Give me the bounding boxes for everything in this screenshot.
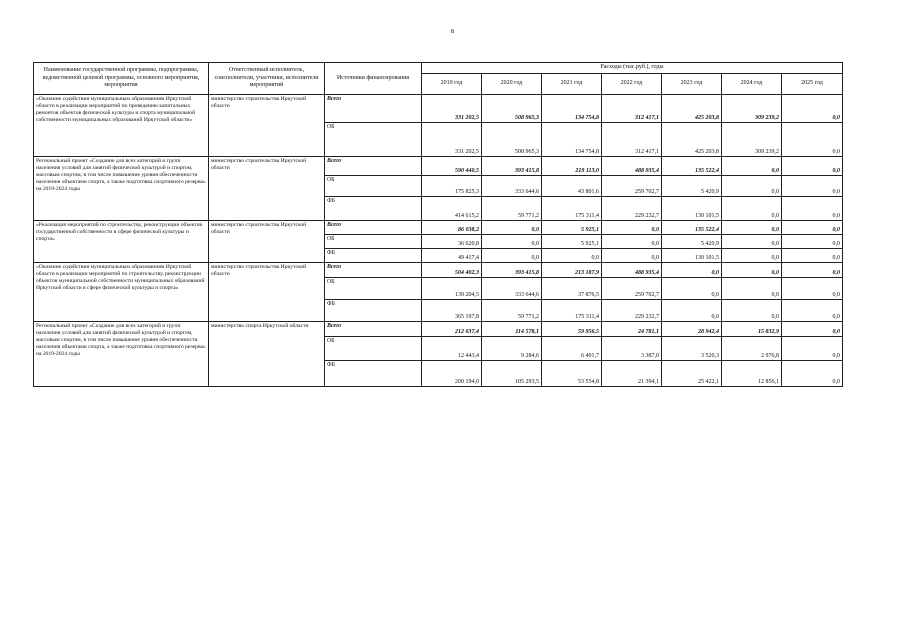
expense-value-cell: 43 801,6	[542, 176, 602, 197]
expense-value-cell: 259 702,7	[602, 278, 662, 300]
expense-value-cell: 9 284,6	[482, 337, 542, 361]
table-row	[34, 263, 843, 278]
table-row	[34, 157, 843, 176]
expense-value-cell: 0,0	[782, 249, 843, 263]
expense-value-cell: 425 203,8	[662, 95, 722, 123]
expense-value-cell: 0,0	[782, 278, 843, 300]
expense-value-cell: 333 644,6	[482, 176, 542, 197]
expense-value-cell: 0,0	[782, 337, 843, 361]
expense-value-cell: 0,0	[782, 322, 843, 337]
program-name-cell: Региональный проект «Создание для всех категорий и групп населения условий для занятий физической культурой и спортом, массовым спортом, в том числе повышение уровня обеспеченности населения объектами спорта, а также подготовка спортивного резерва» на 2019-2024 годы	[34, 157, 209, 221]
expense-value-cell: 5 925,1	[542, 235, 602, 249]
expense-value-cell: 309 239,2	[722, 95, 782, 123]
expense-value-cell: 0,0	[782, 361, 843, 387]
expense-value-cell: 0,0	[722, 157, 782, 176]
header-sources: Источники финансирования	[325, 63, 422, 95]
expense-value-cell: 6 401,7	[542, 337, 602, 361]
expense-value-cell: 331 202,5	[422, 123, 482, 157]
expense-value-cell: 175 311,4	[542, 197, 602, 221]
expense-value-cell: 229 232,7	[602, 197, 662, 221]
table-body	[34, 95, 843, 387]
expense-value-cell: 0,0	[722, 221, 782, 235]
expense-value-cell: 488 935,4	[602, 157, 662, 176]
funding-source-cell: Всего	[325, 221, 422, 235]
header-year: 2025 год	[782, 74, 843, 95]
expense-value-cell: 130 101,5	[662, 249, 722, 263]
expense-value-cell: 36 620,8	[422, 235, 482, 249]
expense-value-cell: 3 387,0	[602, 337, 662, 361]
expense-value-cell: 0,0	[722, 235, 782, 249]
funding-source-cell: ОБ	[325, 278, 422, 300]
expense-value-cell: 312 417,1	[602, 123, 662, 157]
program-name-cell: Региональный проект «Создание для всех категорий и групп населения условий для занятий физической культурой и спортом, массовым спортом, в том числе повышение уровня обеспеченности населения объектами спорта, а также подготовка спортивного резерва» на 2019-2024 годы	[34, 322, 209, 387]
expense-value-cell: 59 771,2	[482, 197, 542, 221]
expense-value-cell: 2 976,8	[722, 337, 782, 361]
expense-value-cell: 309 239,2	[722, 123, 782, 157]
expense-value-cell: 25 422,1	[662, 361, 722, 387]
expense-value-cell: 393 415,8	[482, 157, 542, 176]
funding-source-cell: ОБ	[325, 337, 422, 361]
expense-value-cell: 0,0	[482, 249, 542, 263]
expense-value-cell: 0,0	[782, 123, 843, 157]
expense-value-cell: 49 417,4	[422, 249, 482, 263]
header-year: 2023 год	[662, 74, 722, 95]
expense-value-cell: 0,0	[782, 221, 843, 235]
expense-value-cell: 12 443,4	[422, 337, 482, 361]
expense-value-cell: 5 420,9	[662, 176, 722, 197]
expense-value-cell: 0,0	[722, 263, 782, 278]
expense-value-cell: 12 856,1	[722, 361, 782, 387]
expense-value-cell: 488 935,4	[602, 263, 662, 278]
expense-value-cell: 59 956,5	[542, 322, 602, 337]
expense-value-cell: 37 876,5	[542, 278, 602, 300]
expense-value-cell: 139 204,5	[422, 278, 482, 300]
expense-value-cell: 393 415,8	[482, 263, 542, 278]
responsible-cell: министерство строительства Иркутской области	[209, 263, 325, 322]
expense-value-cell: 0,0	[782, 300, 843, 322]
expense-value-cell: 219 113,0	[542, 157, 602, 176]
expense-value-cell: 213 187,9	[542, 263, 602, 278]
expense-value-cell: 5 420,9	[662, 235, 722, 249]
header-year: 2024 год	[722, 74, 782, 95]
expense-value-cell: 24 781,1	[602, 322, 662, 337]
expense-value-cell: 0,0	[602, 235, 662, 249]
expense-value-cell: 508 965,3	[482, 95, 542, 123]
expense-value-cell: 0,0	[722, 249, 782, 263]
expense-value-cell: 312 417,1	[602, 95, 662, 123]
responsible-cell: министерство спорта Иркутской области	[209, 322, 325, 387]
header-program-name: Наименование государственной программы, подпрограммы, ведомственной целевой программы, основного мероприятия, мероприятия	[34, 63, 209, 95]
expense-value-cell: 508 965,3	[482, 123, 542, 157]
expense-value-cell: 175 311,4	[542, 300, 602, 322]
expense-value-cell: 53 554,8	[542, 361, 602, 387]
funding-source-cell: Всего	[325, 263, 422, 278]
expense-value-cell: 15 832,9	[722, 322, 782, 337]
responsible-cell: министерство строительства Иркутской области	[209, 95, 325, 157]
expense-value-cell: 135 522,4	[662, 157, 722, 176]
table-row	[34, 322, 843, 337]
expense-value-cell: 114 578,1	[482, 322, 542, 337]
expense-value-cell: 259 702,7	[602, 176, 662, 197]
program-name-cell: «Оказание содействия муниципальным образованиям Иркутской области в реализации мероприятий по строительству, реконструкции объектов муниципальной собственности муниципальных образований Иркутской области в сфере физической культуры и спорта»	[34, 263, 209, 322]
responsible-cell: министерство строительства Иркутской области	[209, 157, 325, 221]
expense-value-cell: 0,0	[722, 176, 782, 197]
header-year: 2019 год	[422, 74, 482, 95]
expense-value-cell: 134 754,8	[542, 123, 602, 157]
expenses-table	[33, 62, 843, 387]
expense-value-cell: 0,0	[602, 221, 662, 235]
expense-value-cell: 0,0	[722, 197, 782, 221]
funding-source-cell: ОБ	[325, 123, 422, 157]
expense-value-cell: 0,0	[782, 235, 843, 249]
expense-value-cell: 86 038,2	[422, 221, 482, 235]
expense-value-cell: 0,0	[542, 249, 602, 263]
table-row	[34, 221, 843, 235]
funding-source-cell: Всего	[325, 322, 422, 337]
funding-source-cell: ФБ	[325, 361, 422, 387]
expense-value-cell: 0,0	[782, 197, 843, 221]
header-year: 2020 год	[482, 74, 542, 95]
expense-value-cell: 365 197,8	[422, 300, 482, 322]
funding-source-cell: ФБ	[325, 249, 422, 263]
expense-value-cell: 21 394,1	[602, 361, 662, 387]
expense-value-cell: 0,0	[722, 278, 782, 300]
expense-value-cell: 5 925,1	[542, 221, 602, 235]
funding-source-cell: ОБ	[325, 176, 422, 197]
expense-value-cell: 414 615,2	[422, 197, 482, 221]
page-number: 8	[450, 28, 455, 35]
funding-source-cell: ФБ	[325, 197, 422, 221]
expense-value-cell: 0,0	[482, 221, 542, 235]
expense-value-cell: 0,0	[782, 157, 843, 176]
expense-value-cell: 0,0	[782, 176, 843, 197]
funding-source-cell: Всего	[325, 95, 422, 123]
expense-value-cell: 200 194,0	[422, 361, 482, 387]
expense-value-cell: 229 232,7	[602, 300, 662, 322]
header-year: 2022 год	[602, 74, 662, 95]
expense-value-cell: 331 202,5	[422, 95, 482, 123]
program-name-cell: «Реализация мероприятий по строительству, реконструкции объектов государственной собственности в сфере физической культуры и спорта»	[34, 221, 209, 263]
expense-value-cell: 0,0	[782, 263, 843, 278]
expense-value-cell: 590 440,5	[422, 157, 482, 176]
responsible-cell: министерство строительства Иркутской области	[209, 221, 325, 263]
expense-value-cell: 0,0	[662, 263, 722, 278]
header-expenses: Расходы (тыс.руб.), годы	[422, 63, 843, 74]
expense-value-cell: 0,0	[662, 278, 722, 300]
funding-source-cell: ФБ	[325, 300, 422, 322]
program-name-cell: «Оказание содействия муниципальным образованиям Иркутской области в реализации мероприятий по проведению капитальных ремонтов объектов физической культуры и спорта муниципальной собственности муниципальных образований Иркутской области»	[34, 95, 209, 157]
funding-source-cell: ОБ	[325, 235, 422, 249]
expense-value-cell: 59 771,2	[482, 300, 542, 322]
expense-value-cell: 0,0	[722, 300, 782, 322]
expense-value-cell: 212 637,4	[422, 322, 482, 337]
expense-value-cell: 3 520,3	[662, 337, 722, 361]
header-responsible: Ответственный исполнитель, соисполнители, участники, исполнители мероприятий	[209, 63, 325, 95]
expense-value-cell: 130 101,5	[662, 197, 722, 221]
expense-value-cell: 28 942,4	[662, 322, 722, 337]
expense-value-cell: 0,0	[662, 300, 722, 322]
expense-value-cell: 0,0	[482, 235, 542, 249]
expense-value-cell: 134 754,8	[542, 95, 602, 123]
expense-value-cell: 135 522,4	[662, 221, 722, 235]
expense-value-cell: 333 644,6	[482, 278, 542, 300]
expense-value-cell: 504 402,3	[422, 263, 482, 278]
expense-value-cell: 175 825,3	[422, 176, 482, 197]
expense-value-cell: 0,0	[602, 249, 662, 263]
funding-source-cell: Всего	[325, 157, 422, 176]
expense-value-cell: 425 203,8	[662, 123, 722, 157]
header-year: 2021 год	[542, 74, 602, 95]
expense-value-cell: 0,0	[782, 95, 843, 123]
expense-value-cell: 105 293,5	[482, 361, 542, 387]
table-row	[34, 95, 843, 123]
table-header	[34, 63, 843, 95]
